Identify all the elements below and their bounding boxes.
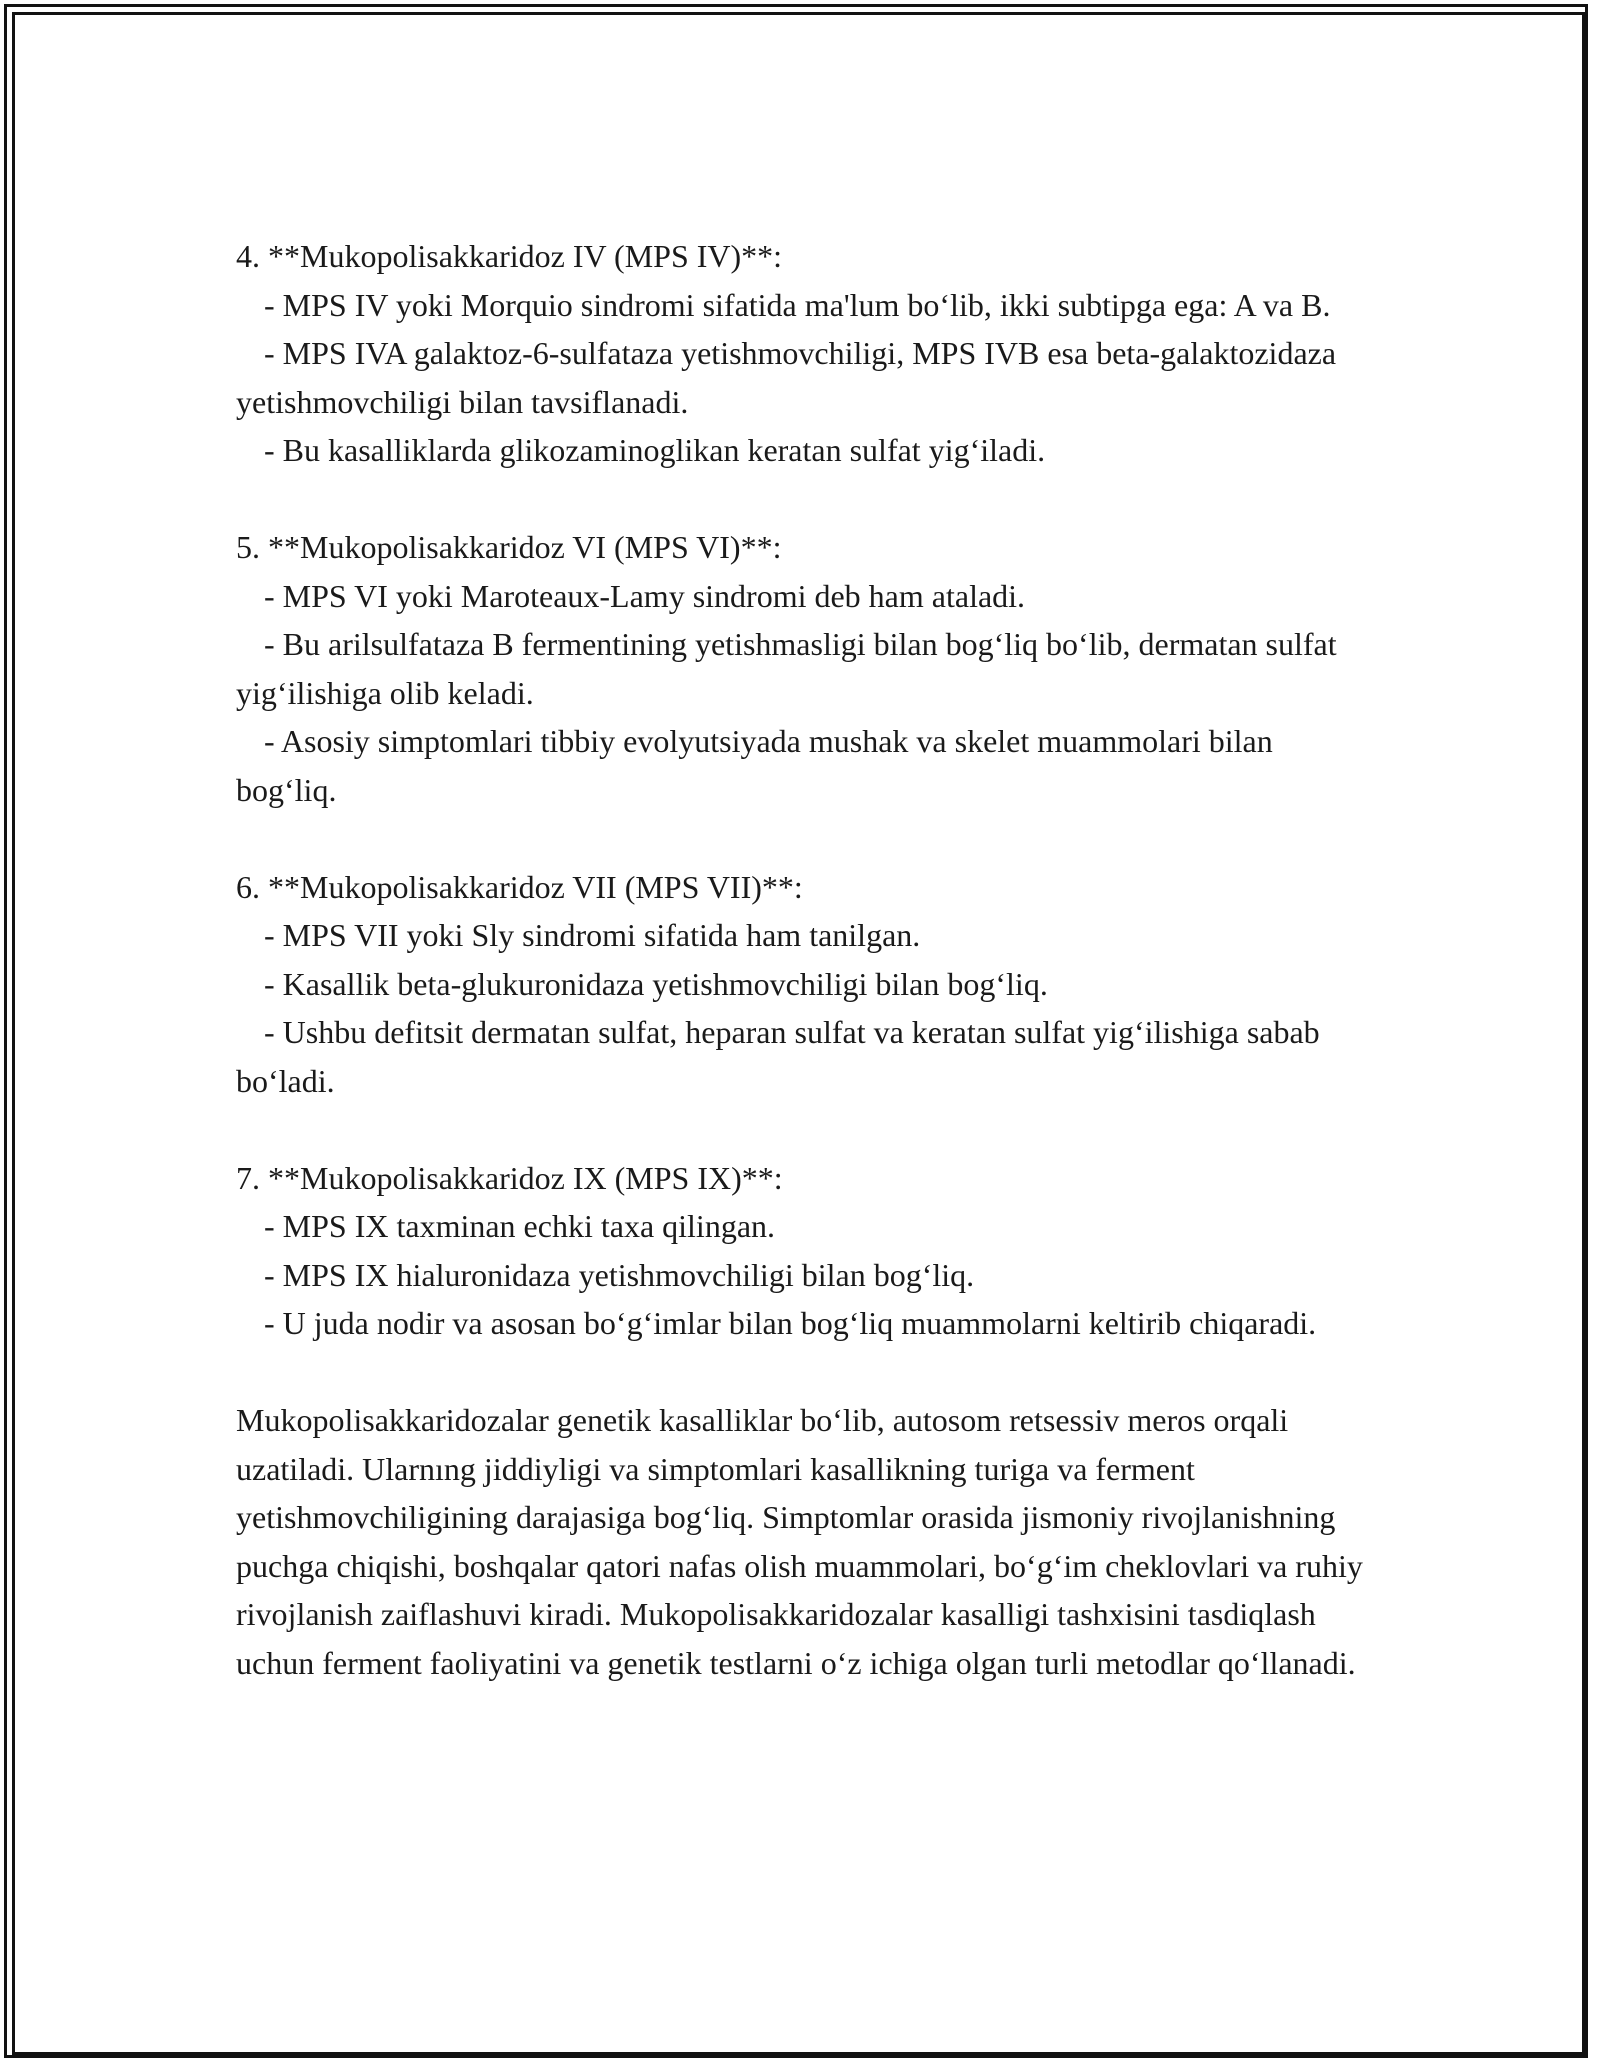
bullet-item: - U juda nodir va asosan bo‘g‘imlar bilan bog‘liq muammolarni keltirib chiqaradi.	[264, 1305, 1317, 1341]
bullet-item: - MPS VI yoki Maroteaux-Lamy sindromi deb ham ataladi.	[264, 577, 1026, 614]
bullet-item: - Asosiy simptomlari tibbiy evolyutsiyada mushak va skelet muammolari bilan bog‘liq.	[236, 723, 1273, 808]
bullet-item: - Bu kasalliklarda glikozaminoglikan keratan sulfat yig‘iladi.	[264, 432, 1046, 468]
section-heading: 5. **Mukopolisakkaridoz VI (MPS VI)**:	[236, 529, 782, 565]
bullet-item: - MPS IVA galaktoz-6-sulfataza yetishmovchiligi, MPS IVB esa beta-galaktozidaza yetishmovchiligi bilan tavsiflanadi.	[236, 335, 1337, 420]
bullet-item: - MPS IX taxminan echki taxa qilingan.	[264, 1208, 776, 1244]
bullet-item: - MPS VII yoki Sly sindromi sifatida ham tanilgan.	[264, 917, 921, 953]
closing-text: Mukopolisakkaridozalar genetik kasalliklar bo‘lib, autosom retsessiv meros orqali uzatiladi. Ularnıng jiddiyligi va simptomlari kasallikning turiga va ferment yetishmovchiligining darajasiga bog‘liq. Simptomlar orasida jismoniy rivojlanishning puchga chiqishi, boshqalar qatori nafas olish muammolari, bo‘g‘im cheklovlari va ruhiy rivojlanish zaiflashuvi kiradi. Mukopolisakkaridozalar kasalligi tashxisini tasdiqlash uchun ferment faoliyatini va genetik testlarni o‘z ichiga olgan turli metodlar qo‘llanadi.	[236, 1402, 1363, 1681]
bullet-item: - MPS IV yoki Morquio sindromi sifatida ma'lum bo‘lib, ikki subtipga ega: A va B.	[264, 286, 1331, 323]
section-heading: 4. **Mukopolisakkaridoz IV (MPS IV)**:	[236, 238, 783, 274]
section-mps-vii	[236, 863, 1366, 1106]
bullet-item: - Kasallik beta-glukuronidaza yetishmovchiligi bilan bog‘liq.	[264, 965, 1048, 1002]
closing-paragraph	[236, 1396, 1366, 1687]
section-heading: 7. **Mukopolisakkaridoz IX (MPS IX)**:	[236, 1159, 783, 1196]
bullet-item: - MPS IX hialuronidaza yetishmovchiligi bilan bog‘liq.	[264, 1256, 975, 1293]
section-mps-iv	[236, 232, 1366, 475]
bullet-item: - Bu arilsulfataza B fermentining yetishmasligi bilan bog‘liq bo‘lib, dermatan sulfat yig‘ilishiga olib keladi.	[236, 626, 1337, 711]
document-body	[236, 232, 1366, 1687]
section-heading: 6. **Mukopolisakkaridoz VII (MPS VII)**:	[236, 868, 803, 905]
bullet-item: - Ushbu defitsit dermatan sulfat, heparan sulfat va keratan sulfat yig‘ilishiga sabab bo‘ladi.	[236, 1014, 1320, 1099]
section-mps-vi	[236, 523, 1366, 814]
section-mps-ix	[236, 1154, 1366, 1348]
